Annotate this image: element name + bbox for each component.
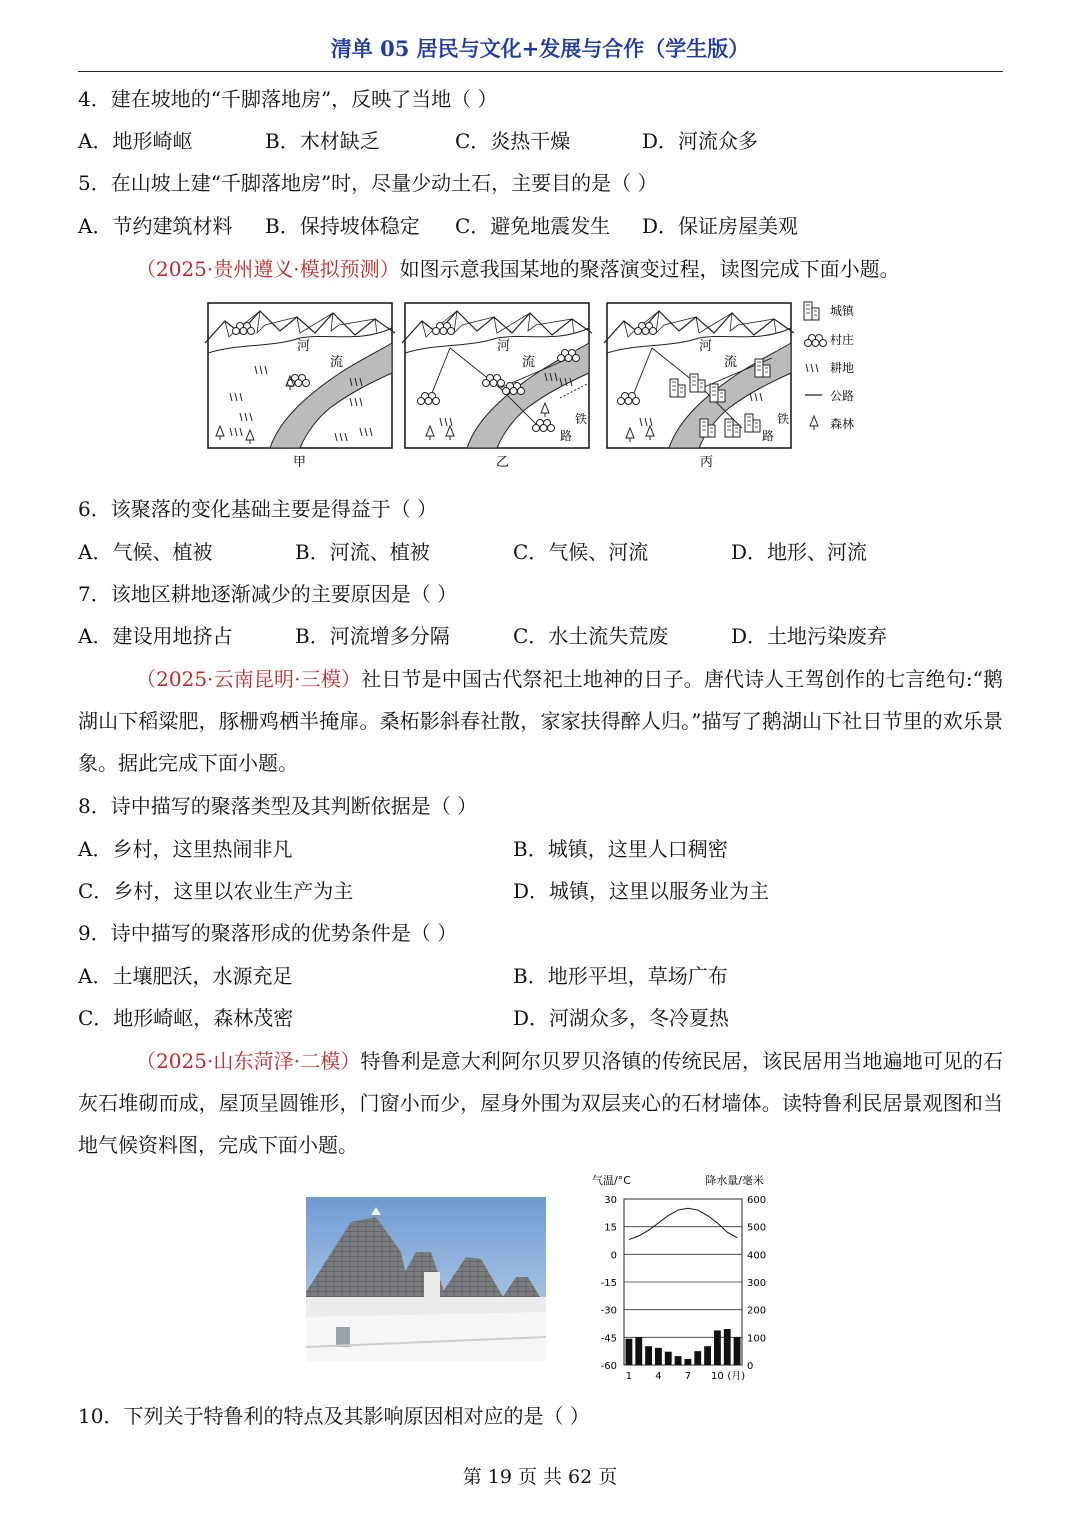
right-tick-label: 500 <box>747 1222 767 1234</box>
q4-option-c: C．炎热干燥 <box>455 129 571 153</box>
intro-2-source: （2025·云南昆明·三模） <box>136 667 362 691</box>
left-tick-label: 0 <box>610 1250 617 1262</box>
panel-jia-label: 甲 <box>293 455 307 470</box>
q9-option-a: A．土壤肥沃，水源充足 <box>78 964 293 988</box>
q6-option-d: D．地形、河流 <box>731 540 868 564</box>
left-tick-label: -45 <box>600 1333 617 1345</box>
precipitation-bar <box>694 1351 701 1365</box>
precipitation-bar <box>704 1346 711 1365</box>
intro-2-text: 社日节是中国古代祭祀土地神的日子。唐代诗人王驾创作的七言绝句:“鹅湖山下稻粱肥，豚栅鸡栖半掩扉。桑柘影斜春社散，家家扶得醉人归。”描写了鹅湖山下社日节里的欢乐景象。据此完成下面小题。 <box>78 667 1003 775</box>
document-header: 清单 05 居民与文化+发展与合作（学生版） <box>330 36 750 61</box>
question-8-stem: 8．诗中描写的聚落类型及其判断依据是（ ） <box>78 794 478 818</box>
panel-bing <box>604 303 794 470</box>
legend-farmland: 耕地 <box>830 361 855 375</box>
left-tick-label: 30 <box>604 1195 617 1206</box>
precipitation-bar <box>675 1356 682 1365</box>
panel-bing-river-2: 流 <box>724 355 738 370</box>
panel-bing-rail-2: 路 <box>762 429 775 443</box>
q6-option-a: A．气候、植被 <box>78 540 213 564</box>
right-tick-label: 600 <box>747 1195 767 1206</box>
q8-option-b: B．城镇，这里人口稠密 <box>513 837 728 861</box>
question-4-stem: 4．建在坡地的“千脚落地房”，反映了当地（ ） <box>78 87 498 111</box>
q5-option-b: B．保持坡体稳定 <box>265 214 420 238</box>
q9-option-d: D．河湖众多，冬冷夏热 <box>513 1006 730 1030</box>
question-9-stem: 9．诗中描写的聚落形成的优势条件是（ ） <box>78 921 458 945</box>
question-7-stem: 7．该地区耕地逐渐减少的主要原因是（ ） <box>78 582 458 606</box>
panel-yi-rail-1: 铁 <box>575 412 588 426</box>
q9-option-c: C．地形崎岖，森林茂密 <box>78 1006 294 1030</box>
precipitation-bar <box>734 1337 741 1365</box>
question-5-stem: 5．在山坡上建“千脚落地房”时，尽量少动土石，主要目的是（ ） <box>78 171 658 195</box>
header-rule <box>78 71 1003 72</box>
climate-chart <box>592 1172 780 1387</box>
q9-option-b: B．地形平坦，草场广布 <box>513 964 728 988</box>
legend-forest-icon <box>810 416 818 430</box>
left-axis-label: 气温/°C <box>592 1174 631 1187</box>
q5-option-c: C．避免地震发生 <box>455 214 611 238</box>
q5-option-d: D．保证房屋美观 <box>642 214 799 238</box>
question-10-stem: 10．下列关于特鲁利的特点及其影响原因相对应的是（ ） <box>78 1404 590 1428</box>
right-tick-label: 200 <box>747 1305 767 1317</box>
left-tick-label: -30 <box>600 1305 617 1317</box>
map-legend <box>804 302 855 431</box>
panel-bing-label: 丙 <box>700 455 714 470</box>
panel-jia-river-1: 河 <box>297 339 311 354</box>
right-axis-label: 降水量/毫米 <box>705 1174 764 1187</box>
panel-yi-river-1: 河 <box>497 339 511 354</box>
right-tick-label: 400 <box>747 1250 767 1262</box>
q6-option-b: B．河流、植被 <box>295 540 430 564</box>
right-tick-label: 0 <box>747 1361 754 1372</box>
legend-road: 公路 <box>830 389 855 403</box>
precipitation-bar <box>714 1330 721 1365</box>
left-tick-label: -15 <box>600 1278 617 1289</box>
q8-option-a: A．乡村，这里热闹非凡 <box>78 837 293 861</box>
q7-option-b: B．河流增多分隔 <box>295 624 450 648</box>
precipitation-bar <box>626 1339 633 1365</box>
q4-option-b: B．木材缺乏 <box>265 129 380 153</box>
x-tick-label: 10 <box>711 1371 724 1382</box>
page-footer: 第 19 页 共 62 页 <box>462 1466 618 1488</box>
panel-yi-river-2: 流 <box>522 355 536 370</box>
intro-2 <box>78 658 1003 784</box>
q7-option-d: D．土地污染废弃 <box>731 624 888 648</box>
precipitation-bar <box>655 1348 662 1365</box>
q8-option-d: D．城镇，这里以服务业为主 <box>513 879 770 903</box>
intro-1 <box>136 256 900 282</box>
precipitation-bar <box>645 1346 652 1365</box>
trulli-photo <box>306 1197 546 1362</box>
right-tick-label: 300 <box>747 1278 767 1289</box>
panel-yi-rail-2: 路 <box>560 429 573 443</box>
panel-yi-label: 乙 <box>496 455 510 470</box>
intro-1-source: （2025·贵州遵义·模拟预测） <box>136 257 400 281</box>
panel-jia-river-2: 流 <box>330 355 344 370</box>
precipitation-bar <box>724 1329 731 1365</box>
left-tick-label: -60 <box>600 1361 617 1372</box>
panel-bing-river-1: 河 <box>699 339 713 354</box>
left-tick-label: 15 <box>604 1222 617 1234</box>
x-unit-label: (月) <box>727 1371 746 1382</box>
panel-bing-rail-1: 铁 <box>777 412 790 426</box>
precipitation-bar <box>685 1359 692 1365</box>
q8-option-c: C．乡村，这里以农业生产为主 <box>78 879 354 903</box>
panel-yi <box>402 303 592 470</box>
q4-option-a: A．地形崎岖 <box>78 129 193 153</box>
precipitation-bar <box>665 1352 672 1365</box>
intro-1-text: 如图示意我国某地的聚落演变过程，读图完成下面小题。 <box>399 257 900 281</box>
intro-3-text: 特鲁利是意大利阿尔贝罗贝洛镇的传统民居，该民居用当地遍地可见的石灰石堆砌而成，屋顶呈圆锥形，门窗小而少，屋身外围为双层夹心的石材墙体。读特鲁利民居景观图和当地气候资料图，完成下面小题。 <box>78 1049 1003 1157</box>
q5-option-a: A．节约建筑材料 <box>78 214 233 238</box>
x-tick-label: 7 <box>684 1371 692 1382</box>
q7-option-a: A．建设用地挤占 <box>78 624 233 648</box>
intro-3-source: （2025·山东菏泽·二模） <box>136 1049 361 1073</box>
legend-farmland-icon <box>806 364 818 372</box>
legend-town: 城镇 <box>830 304 855 318</box>
intro-3 <box>78 1040 1003 1166</box>
right-tick-label: 100 <box>747 1333 767 1345</box>
legend-town-icon <box>804 302 819 320</box>
q6-option-c: C．气候、河流 <box>513 540 649 564</box>
legend-village: 村庄 <box>830 333 855 347</box>
panel-jia <box>205 303 395 470</box>
precipitation-bar <box>635 1337 642 1365</box>
q7-option-c: C．水土流失荒废 <box>513 624 669 648</box>
question-6-stem: 6．该聚落的变化基础主要是得益于（ ） <box>78 497 438 521</box>
settlement-evolution-figure <box>200 298 880 476</box>
legend-village-icon <box>805 335 827 347</box>
legend-forest: 森林 <box>830 417 855 431</box>
q4-option-d: D．河流众多 <box>642 129 759 153</box>
x-tick-label: 1 <box>625 1371 633 1382</box>
x-tick-label: 4 <box>655 1371 662 1382</box>
